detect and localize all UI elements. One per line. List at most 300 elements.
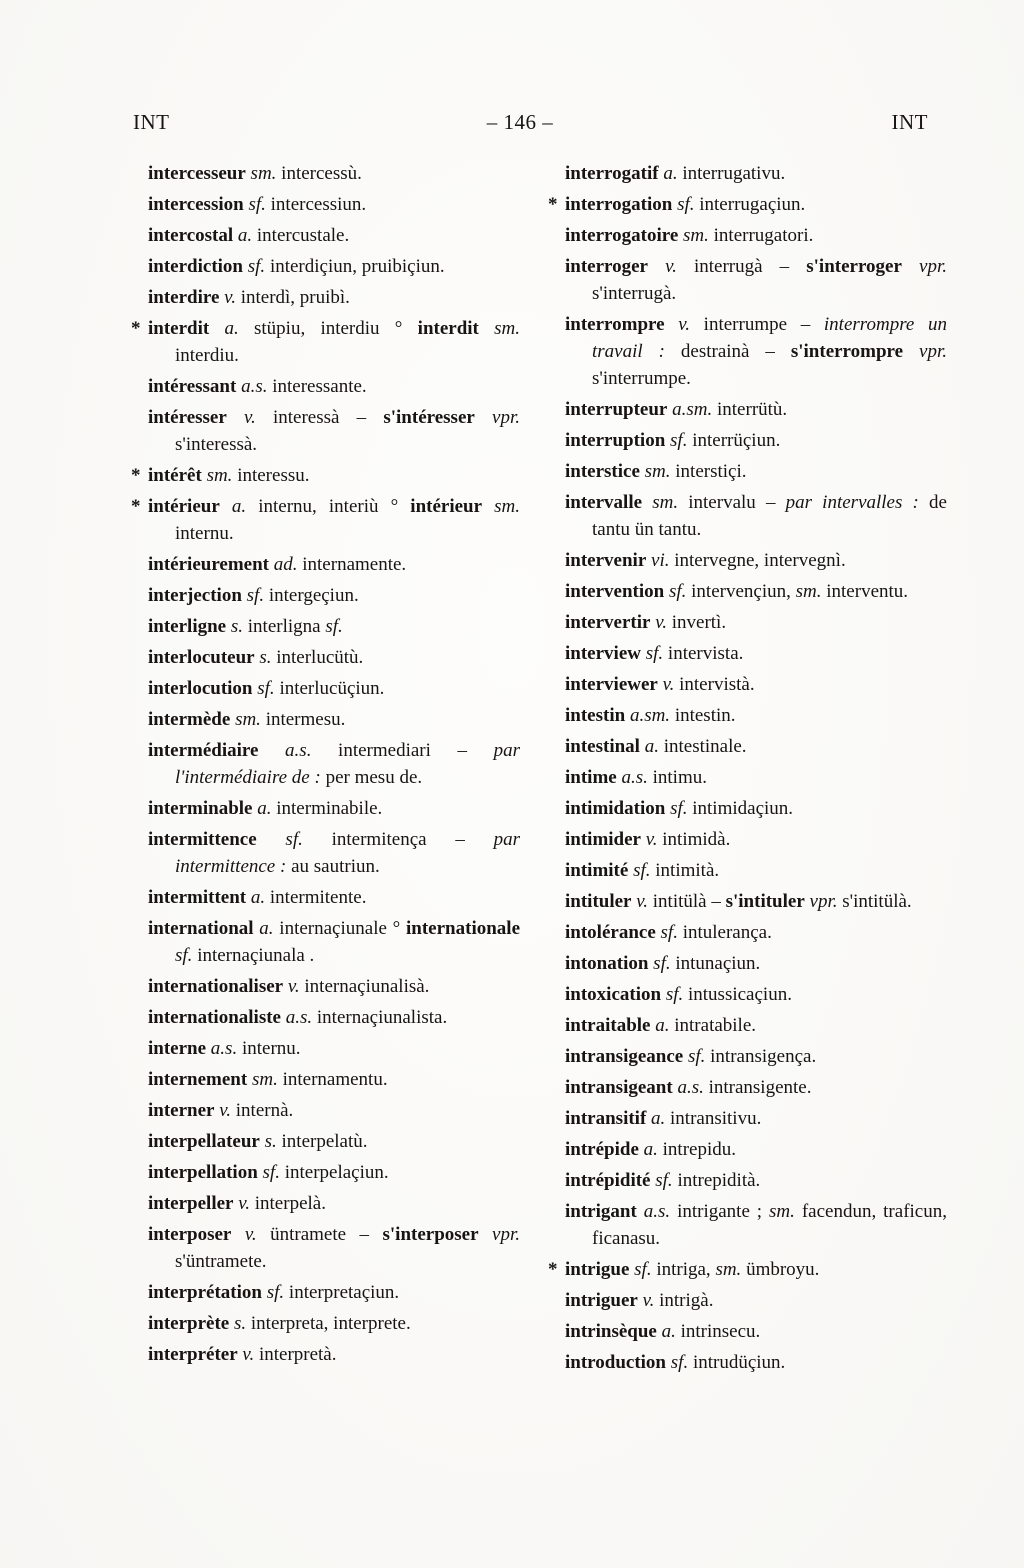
headword: intermittence	[148, 829, 257, 850]
grammar-tag: sm.	[639, 461, 671, 482]
translation-text: interrugà –	[676, 256, 790, 277]
headword: interpeller	[148, 1193, 234, 1214]
grammar-tag: par intervalles :	[775, 492, 919, 513]
running-head-left: INT	[133, 110, 170, 134]
headword: internement	[148, 1069, 248, 1090]
dictionary-entry	[148, 1310, 520, 1337]
dictionary-entry	[565, 857, 947, 884]
grammar-tag: vpr.	[901, 256, 947, 277]
headword: intéressant	[148, 376, 237, 397]
headword: intermède	[148, 709, 231, 730]
dictionary-entry	[565, 489, 947, 543]
dictionary-entry	[565, 609, 947, 636]
dictionary-entry	[565, 1105, 947, 1132]
headword: internationaliser	[148, 976, 284, 997]
cross-reference: s'intéresser	[366, 407, 475, 428]
headword: interruption	[565, 430, 666, 451]
headword: intrépidité	[565, 1170, 651, 1191]
translation-text: interrugativu.	[677, 163, 786, 184]
grammar-tag: a.	[219, 496, 247, 517]
headword: intituler	[565, 891, 632, 912]
headword: interne	[148, 1038, 207, 1059]
star-marker: *	[131, 496, 141, 517]
headword: intérieur	[148, 496, 220, 517]
grammar-tag: sf.	[648, 953, 671, 974]
dictionary-entry	[148, 884, 520, 911]
dictionary-entry	[148, 973, 520, 1000]
grammar-tag: sf.	[320, 616, 343, 637]
dictionary-entry	[148, 284, 520, 311]
grammar-tag: sf.	[261, 1282, 285, 1303]
headword: intercostal	[148, 225, 234, 246]
headword: interdiction	[148, 256, 243, 277]
grammar-tag: s.	[226, 616, 244, 637]
dictionary-entry	[148, 613, 520, 640]
column-right	[548, 160, 947, 1380]
grammar-tag: v.	[237, 1344, 255, 1365]
translation-text: internu.	[237, 1038, 301, 1059]
translation-text: intercessiun.	[265, 194, 367, 215]
dictionary-entry	[148, 160, 520, 187]
grammar-tag: vi.	[646, 550, 670, 571]
translation-text: intermitente.	[265, 887, 367, 908]
grammar-tag: v.	[648, 256, 677, 277]
translation-text: intervegne, intervegnì.	[669, 550, 846, 571]
translation-text: intimu.	[647, 767, 707, 788]
headword: intérêt	[148, 465, 202, 486]
dictionary-entry	[565, 1287, 947, 1314]
headword: interview	[565, 643, 641, 664]
grammar-tag: a.	[252, 798, 272, 819]
dictionary-entry	[148, 191, 520, 218]
translation-text: interpretà.	[254, 1344, 337, 1365]
grammar-tag: sf.	[665, 430, 688, 451]
translation-text: intimità.	[650, 860, 720, 881]
grammar-tag: sf.	[243, 256, 266, 277]
grammar-tag: v.	[233, 1193, 250, 1214]
headword: interpellation	[148, 1162, 258, 1183]
cross-reference: internationale	[400, 918, 520, 939]
headword: intrépide	[565, 1139, 639, 1160]
grammar-tag: v.	[650, 612, 667, 633]
translation-text: interrütù.	[712, 399, 788, 420]
dictionary-entry	[148, 915, 520, 969]
translation-text: intrinsecu.	[675, 1321, 761, 1342]
grammar-tag: s.	[254, 647, 272, 668]
dictionary-entry	[148, 1341, 520, 1368]
dictionary-entry	[565, 1318, 947, 1345]
grammar-tag: a.	[246, 887, 266, 908]
dictionary-entry	[565, 671, 947, 698]
dictionary-entry	[148, 1128, 520, 1155]
translation-text: intrepidità.	[672, 1170, 761, 1191]
cross-reference: s'interposer	[369, 1224, 479, 1245]
translation-text: interrüçiun.	[687, 430, 781, 451]
headword: intéresser	[148, 407, 227, 428]
headword: intercesseur	[148, 163, 246, 184]
dictionary-entry	[565, 981, 947, 1008]
dictionary-entry	[565, 1136, 947, 1163]
headword: interstice	[565, 461, 640, 482]
dictionary-entry	[565, 764, 947, 791]
grammar-tag: v.	[637, 1290, 655, 1311]
translation-text: intervençiun,	[686, 581, 791, 602]
headword: intriguer	[565, 1290, 638, 1311]
headword: interrompre	[565, 314, 665, 335]
page-number: – 146 –	[486, 110, 554, 134]
headword: interviewer	[565, 674, 658, 695]
dictionary-entry	[548, 191, 947, 218]
grammar-tag: a.s.	[281, 1007, 313, 1028]
grammar-tag: sm.	[230, 709, 261, 730]
translation-text: interdiu.	[175, 345, 239, 366]
translation-text: interstiçi.	[670, 461, 747, 482]
headword: intervenir	[565, 550, 647, 571]
page-header	[0, 110, 1024, 142]
translation-text: intransitivu.	[665, 1108, 762, 1129]
grammar-tag: a.	[253, 918, 274, 939]
dictionary-entry	[148, 1035, 520, 1062]
grammar-tag: sf.	[664, 581, 687, 602]
grammar-tag: sm.	[710, 1259, 742, 1280]
translation-text: interrugaçiun.	[694, 194, 806, 215]
grammar-tag: a.sm.	[625, 705, 671, 726]
grammar-tag: v.	[226, 407, 256, 428]
dictionary-entry	[565, 253, 947, 307]
dictionary-entry	[565, 919, 947, 946]
headword: intimider	[565, 829, 641, 850]
translation-text: intransigença.	[705, 1046, 817, 1067]
dictionary-entry	[148, 222, 520, 249]
headword: intermédiaire	[148, 740, 259, 761]
grammar-tag: par intermittence :	[175, 829, 520, 877]
translation-text: s'interessà.	[175, 434, 258, 455]
grammar-tag: sf.	[655, 922, 678, 943]
translation-text: de tantu ün tantu.	[592, 492, 947, 540]
grammar-tag: a.s.	[672, 1077, 704, 1098]
dictionary-entry	[148, 737, 520, 791]
dictionary-entry	[131, 493, 521, 547]
translation-text: interessu.	[232, 465, 310, 486]
translation-text: intervistà.	[674, 674, 755, 695]
translation-text: s'interrugà.	[592, 283, 677, 304]
dictionary-entry	[565, 547, 947, 574]
grammar-tag: v.	[219, 287, 236, 308]
headword: interminable	[148, 798, 253, 819]
headword: interligne	[148, 616, 227, 637]
dictionary-entry	[148, 1279, 520, 1306]
dictionary-entry	[565, 888, 947, 915]
dictionary-entry	[148, 253, 520, 280]
headword: intercession	[148, 194, 244, 215]
grammar-tag: sm.	[762, 1201, 795, 1222]
headword: interrogatif	[565, 163, 659, 184]
translation-text: internaçiunale °	[273, 918, 401, 939]
grammar-tag: a.s.	[616, 767, 648, 788]
headword: interprète	[148, 1313, 230, 1334]
grammar-tag: par l'intermédiaire de :	[175, 740, 520, 788]
grammar-tag: a.	[646, 1108, 666, 1129]
grammar-tag: a.	[209, 318, 239, 339]
headword: interdit	[148, 318, 210, 339]
grammar-tag: vpr.	[474, 407, 520, 428]
grammar-tag: a.	[638, 1139, 658, 1160]
dictionary-entry	[565, 795, 947, 822]
grammar-tag: sf.	[661, 984, 684, 1005]
grammar-tag: sf.	[252, 678, 275, 699]
dictionary-entry	[148, 1190, 520, 1217]
translation-text: internu, interiù °	[246, 496, 399, 517]
translation-text: üntramete –	[256, 1224, 370, 1245]
translation-text: interrugatori.	[708, 225, 814, 246]
translation-text: intrigà.	[654, 1290, 714, 1311]
translation-text: internamentu.	[277, 1069, 388, 1090]
headword: intervalle	[565, 492, 643, 513]
translation-text: intussicaçiun.	[683, 984, 792, 1005]
translation-text: interdiçiun, pruibiçiun.	[265, 256, 445, 277]
translation-text: intervista.	[663, 643, 744, 664]
headword: international	[148, 918, 254, 939]
cross-reference: s'interroger	[789, 256, 902, 277]
dictionary-entry	[148, 373, 520, 400]
grammar-tag: sf.	[650, 1170, 673, 1191]
headword: intervention	[565, 581, 665, 602]
grammar-tag: v.	[641, 829, 658, 850]
headword: interposer	[148, 1224, 232, 1245]
translation-text: intestin.	[670, 705, 736, 726]
grammar-tag: sf.	[243, 194, 266, 215]
translation-text: interpreta, interprete.	[246, 1313, 411, 1334]
dictionary-entry	[148, 1097, 520, 1124]
headword: internationaliste	[148, 1007, 281, 1028]
grammar-tag: a.	[233, 225, 253, 246]
headword: intrigant	[565, 1201, 637, 1222]
grammar-tag: v.	[283, 976, 300, 997]
star-marker: *	[131, 465, 141, 486]
headword: intraitable	[565, 1015, 651, 1036]
dictionary-entry	[148, 551, 520, 578]
headword: intestinal	[565, 736, 640, 757]
cross-reference: s'intituler	[720, 891, 805, 912]
headword: intermittent	[148, 887, 247, 908]
star-marker: *	[548, 1259, 558, 1280]
grammar-tag: sm.	[482, 496, 521, 517]
translation-text: invertì.	[666, 612, 727, 633]
translation-text: interpelatù.	[276, 1131, 368, 1152]
grammar-tag: s.	[229, 1313, 247, 1334]
translation-text: interlucütù.	[271, 647, 364, 668]
dictionary-entry	[148, 1004, 520, 1031]
translation-text: intergeçiun.	[264, 585, 359, 606]
grammar-tag: a.s.	[636, 1201, 671, 1222]
dictionary-entry	[565, 396, 947, 423]
grammar-tag: sf.	[665, 798, 688, 819]
grammar-tag: a.sm.	[667, 399, 713, 420]
cross-reference: interdit	[402, 318, 479, 339]
headword: interroger	[565, 256, 648, 277]
grammar-tag: sf.	[256, 829, 303, 850]
dictionary-entry	[148, 1159, 520, 1186]
translation-text: facendun, traficun, ficanasu.	[592, 1201, 947, 1249]
translation-text: interessà –	[255, 407, 367, 428]
headword: intransigeance	[565, 1046, 684, 1067]
headword: intonation	[565, 953, 649, 974]
translation-text: internaçiunala .	[192, 945, 315, 966]
grammar-tag: a.	[650, 1015, 670, 1036]
dictionary-entry	[565, 311, 947, 392]
dictionary-entry	[148, 644, 520, 671]
dictionary-entry	[565, 1167, 947, 1194]
grammar-tag: sf.	[175, 945, 193, 966]
translation-text: internamente.	[297, 554, 407, 575]
dictionary-entry	[548, 1256, 947, 1283]
translation-text: intimidà.	[657, 829, 731, 850]
dictionary-entry	[565, 222, 947, 249]
cross-reference: intérieur	[398, 496, 483, 517]
translation-text: internaçiunalisà.	[299, 976, 430, 997]
translation-text: interessante.	[267, 376, 367, 397]
headword: intime	[565, 767, 617, 788]
translation-text: interligna	[243, 616, 321, 637]
translation-text: intermitença –	[302, 829, 465, 850]
translation-text: interrumpe –	[690, 314, 811, 335]
translation-text: internu.	[175, 523, 234, 544]
column-left	[131, 160, 521, 1372]
grammar-tag: vpr.	[478, 1224, 520, 1245]
grammar-tag: sf.	[683, 1046, 706, 1067]
dictionary-entry	[131, 315, 520, 369]
translation-text: interlucüçiun.	[274, 678, 385, 699]
headword: introduction	[565, 1352, 667, 1373]
grammar-tag: ad.	[269, 554, 298, 575]
dictionary-entry	[131, 462, 520, 489]
translation-text: internaçiunalista.	[312, 1007, 448, 1028]
grammar-tag: sf.	[640, 643, 664, 664]
translation-text: intervalu –	[678, 492, 776, 513]
grammar-tag: sm.	[642, 492, 679, 513]
translation-text: interpelaçiun.	[279, 1162, 389, 1183]
grammar-tag: a.s.	[258, 740, 312, 761]
translation-text: intrepidu.	[657, 1139, 736, 1160]
translation-text: intimidaçiun.	[687, 798, 794, 819]
translation-text: intermediari –	[311, 740, 467, 761]
translation-text: intercustale.	[252, 225, 350, 246]
headword: intoxication	[565, 984, 662, 1005]
translation-text: per mesu de.	[320, 767, 423, 788]
grammar-tag: sf.	[628, 860, 651, 881]
translation-text: s'interrumpe.	[592, 368, 691, 389]
grammar-tag: sf.	[672, 194, 695, 215]
translation-text: intermesu.	[260, 709, 346, 730]
headword: intolérance	[565, 922, 656, 943]
dictionary-entry	[148, 1221, 520, 1275]
dictionary-entry	[565, 427, 947, 454]
grammar-tag: interrompre un travail :	[592, 314, 947, 362]
translation-text: interminabile.	[271, 798, 383, 819]
headword: intimité	[565, 860, 629, 881]
dictionary-entry	[148, 795, 520, 822]
grammar-tag: vpr.	[804, 891, 838, 912]
translation-text: intitülà –	[648, 891, 721, 912]
headword: interlocution	[148, 678, 253, 699]
dictionary-entry	[148, 706, 520, 733]
translation-text: intratabile.	[669, 1015, 757, 1036]
translation-text: interpretaçiun.	[284, 1282, 400, 1303]
headword: intrinsèque	[565, 1321, 657, 1342]
translation-text: internà.	[231, 1100, 294, 1121]
headword: intrigue	[565, 1259, 630, 1280]
dictionary-entry	[565, 950, 947, 977]
headword: intransigeant	[565, 1077, 673, 1098]
dictionary-entry	[565, 702, 947, 729]
translation-text: intrigante ;	[670, 1201, 763, 1222]
headword: interlocuteur	[148, 647, 255, 668]
headword: interprétation	[148, 1282, 262, 1303]
translation-text: s'intitülà.	[837, 891, 912, 912]
translation-text: intrudüçiun.	[688, 1352, 786, 1373]
dictionary-entry	[148, 675, 520, 702]
dictionary-entry	[148, 582, 520, 609]
translation-text: intercessù.	[276, 163, 362, 184]
star-marker: *	[131, 318, 141, 339]
translation-text: s'üntramete.	[175, 1251, 267, 1272]
translation-text: interventu.	[821, 581, 909, 602]
dictionary-entry	[148, 404, 520, 458]
translation-text: intulerança.	[677, 922, 772, 943]
grammar-tag: v.	[214, 1100, 232, 1121]
dictionary-entry	[148, 826, 520, 880]
dictionary-entry	[565, 1074, 947, 1101]
translation-text: destrainà –	[664, 341, 775, 362]
translation-text: intransigente.	[703, 1077, 812, 1098]
headword: intransitif	[565, 1108, 647, 1129]
translation-text: interdì, pruibì.	[235, 287, 350, 308]
grammar-tag: a.s.	[206, 1038, 238, 1059]
dictionary-entry	[565, 578, 947, 605]
grammar-tag: v.	[657, 674, 675, 695]
grammar-tag: sm.	[201, 465, 233, 486]
dictionary-entry	[565, 458, 947, 485]
grammar-tag: sf.	[257, 1162, 280, 1183]
dictionary-entry	[148, 1066, 520, 1093]
dictionary-entry	[565, 1349, 947, 1376]
headword: interrogatoire	[565, 225, 679, 246]
grammar-tag: sf.	[241, 585, 265, 606]
headword: intestin	[565, 705, 626, 726]
grammar-tag: sm.	[245, 163, 277, 184]
grammar-tag: sm.	[678, 225, 709, 246]
translation-text: intunaçiun.	[670, 953, 761, 974]
star-marker: *	[548, 194, 558, 215]
headword: interpréter	[148, 1344, 238, 1365]
translation-text: au sautriun.	[286, 856, 380, 877]
grammar-tag: sf.	[666, 1352, 689, 1373]
translation-text: intestinale.	[658, 736, 747, 757]
grammar-tag: v.	[664, 314, 690, 335]
headword: interdire	[148, 287, 220, 308]
dictionary-entry	[565, 640, 947, 667]
dictionary-entry	[565, 826, 947, 853]
grammar-tag: sm.	[790, 581, 822, 602]
headword: interrupteur	[565, 399, 668, 420]
grammar-tag: s.	[259, 1131, 277, 1152]
translation-text: stüpiu, interdiu °	[238, 318, 403, 339]
headword: intérieurement	[148, 554, 269, 575]
grammar-tag: a.	[658, 163, 678, 184]
grammar-tag: sm.	[247, 1069, 278, 1090]
grammar-tag: sf.	[629, 1259, 652, 1280]
grammar-tag: a.s.	[236, 376, 268, 397]
